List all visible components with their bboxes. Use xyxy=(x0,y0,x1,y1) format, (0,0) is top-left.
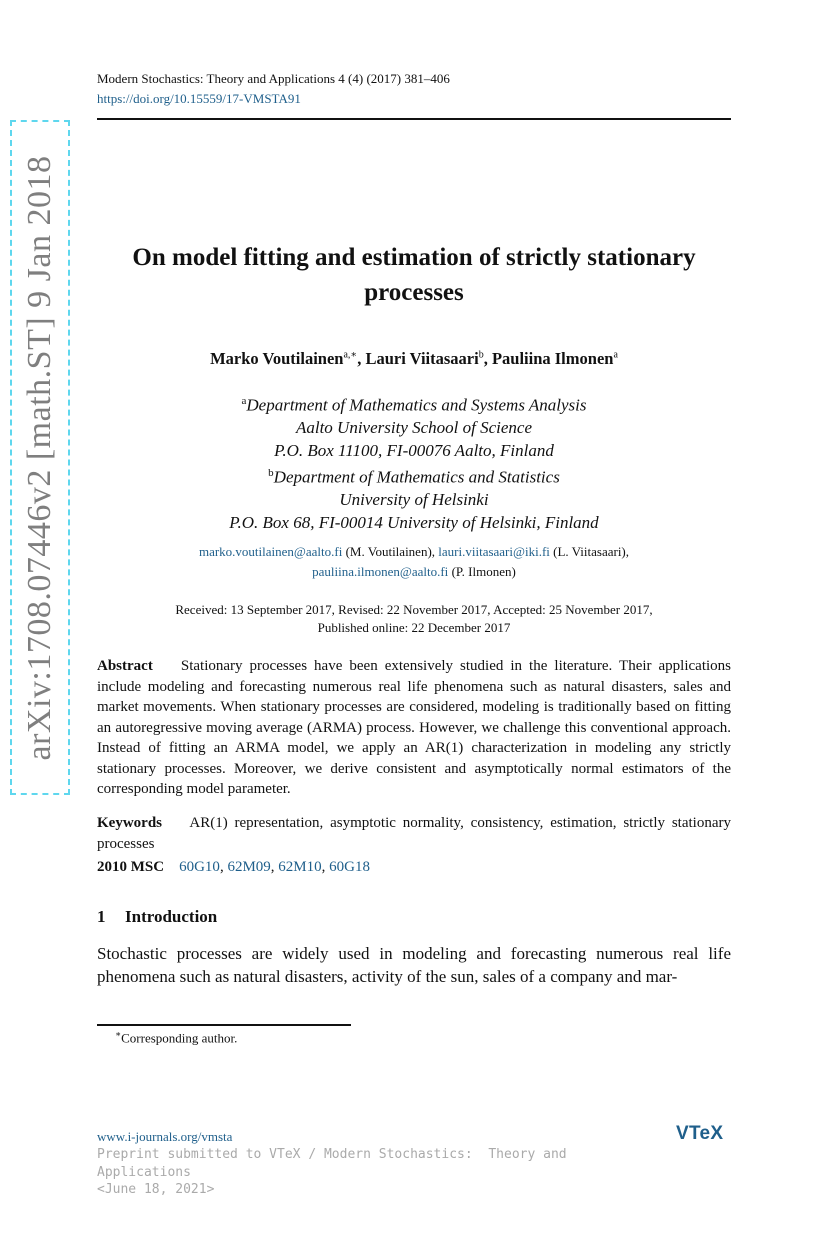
affiliation-text: Department of Mathematics and Systems Analysis xyxy=(246,395,587,415)
doi-link[interactable]: https://doi.org/10.15559/17-VMSTA91 xyxy=(97,91,301,106)
journal-citation: Modern Stochastics: Theory and Applications 4 (4) (2017) 381–406 xyxy=(97,71,450,86)
preprint-notice: Preprint submitted to VTeX / Modern Stochastics: Theory and Applications <June 18, 2021> xyxy=(97,1147,567,1197)
arxiv-stamp[interactable] xyxy=(10,120,70,795)
affiliation-b-line: University of Helsinki xyxy=(339,490,489,510)
msc-code-link[interactable]: 62M09 xyxy=(227,859,271,875)
author-name: Marko Voutilainen xyxy=(210,349,344,368)
section-number: 1 xyxy=(97,907,106,926)
dates-line: Published online: 22 December 2017 xyxy=(317,620,511,635)
abstract xyxy=(97,656,731,800)
section-heading xyxy=(97,907,217,927)
author-separator: , xyxy=(357,349,366,368)
keywords-label: Keywords xyxy=(97,815,162,831)
author-list xyxy=(97,349,731,369)
author-name: Pauliina Ilmonen xyxy=(491,349,614,368)
journal-url-link[interactable]: www.i-journals.org/vmsta xyxy=(97,1129,233,1144)
email-owner: (P. Ilmonen) xyxy=(448,563,516,579)
keywords xyxy=(97,813,731,854)
email-link[interactable]: marko.voutilainen@aalto.fi xyxy=(198,544,343,559)
keywords-text: AR(1) representation, asymptotic normality, consistency, estimation, strictly stationary processes xyxy=(97,815,731,852)
dates-line: Received: 13 September 2017, Revised: 22 November 2017, Accepted: 25 November 2017, xyxy=(175,602,653,617)
email-link[interactable]: pauliina.ilmonen@aalto.fi xyxy=(312,563,449,579)
publication-dates xyxy=(97,601,731,637)
affiliation-b-line: P.O. Box 68, FI-00014 University of Helsinki, Finland xyxy=(229,512,599,532)
email-owner: (M. Voutilainen), xyxy=(342,544,439,559)
affiliation-mark: b xyxy=(268,467,274,480)
abstract-label: Abstract xyxy=(97,658,153,674)
section-title: Introduction xyxy=(125,907,218,926)
paper-title: On model fitting and estimation of strictly stationary processes xyxy=(132,244,696,306)
msc-code-link[interactable]: 60G10 xyxy=(179,859,220,875)
vtex-logo: VTeX xyxy=(676,1123,724,1144)
footnote xyxy=(115,1029,237,1046)
msc-code-link[interactable]: 60G18 xyxy=(329,859,370,875)
affiliation-a-line xyxy=(97,390,731,417)
author-name: Lauri Viitasaari xyxy=(365,349,479,368)
affiliation-a-line: Aalto University School of Science xyxy=(295,418,533,438)
email-owner: (L. Viitasaari), xyxy=(549,544,630,559)
abstract-text: Stationary processes have been extensively studied in the literature. Their applications include modeling and forecasting numerous real life phenomena such as natural disasters, sales and market movements. When stationary processes are considered, modeling is traditionally based on fitting an autoregressive moving average (ARMA) process. However, we challenge this conventional approach. Instead of fitting an ARMA model, we apply an AR(1) characterization in modeling any strictly stationary processes. Moreover, we derive consistent and asymptotically normal estimators of the corresponding model parameter. xyxy=(97,658,732,797)
email-link[interactable]: lauri.viitasaari@iki.fi xyxy=(438,544,550,559)
author-emails xyxy=(97,542,731,581)
footnote-rule xyxy=(97,1024,351,1026)
msc-codes: 2010 MSC 60G10, 62M09, 62M10, 60G18 xyxy=(97,859,370,875)
arxiv-stamp-text: arXiv:1708.07446v2 [math.ST] 9 Jan 2018 xyxy=(21,155,58,760)
author-affil-mark: a,∗ xyxy=(343,349,358,361)
msc-code-link[interactable]: 62M10 xyxy=(278,859,322,875)
author-separator: , xyxy=(483,349,492,368)
introduction-text: Stochastic processes are widely used in modeling and forecasting numerous real life phenomena such as natural disasters, activity of the sun, sales of a company and mar- xyxy=(97,944,731,986)
author-affil-mark: a xyxy=(613,349,618,361)
footnote-mark: ∗ xyxy=(115,1029,122,1039)
msc-label: 2010 MSC xyxy=(97,859,165,875)
affiliation-mark: a xyxy=(241,395,247,407)
affiliation-text: Department of Mathematics and Statistics xyxy=(273,467,560,487)
header-rule xyxy=(97,118,731,120)
affiliations xyxy=(97,390,731,534)
author-affil-mark: b xyxy=(478,349,484,361)
footnote-text: Corresponding author. xyxy=(121,1030,238,1046)
affiliation-b-line xyxy=(97,462,731,489)
affiliation-a-line: P.O. Box 11100, FI-00076 Aalto, Finland xyxy=(274,440,554,460)
